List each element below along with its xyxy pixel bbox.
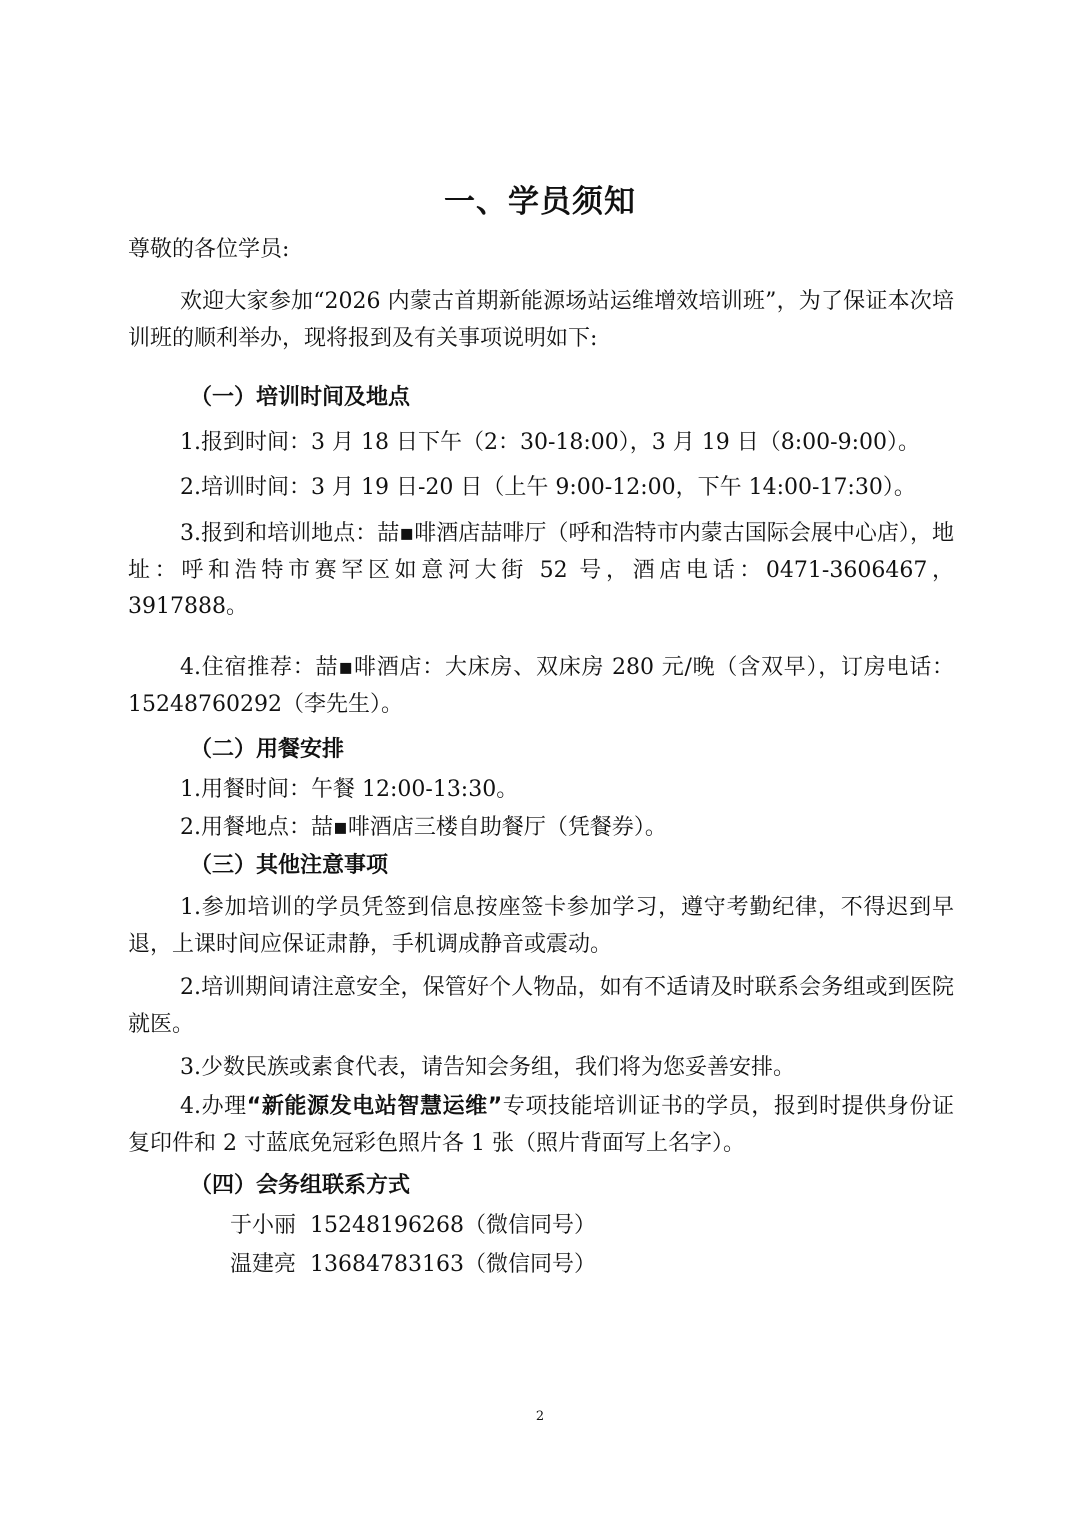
contact-line bbox=[230, 1208, 596, 1244]
intro-paragraph: 欢迎大家参加“2026 内蒙古首期新能源场站运维增效培训班”，为了保证本次培训班的顺利举办，现将报到及有关事项说明如下: bbox=[128, 289, 954, 351]
contact-phone: 15248196268（微信同号） bbox=[310, 1213, 596, 1238]
certificate-name-highlight: “新能源发电站智慧运维” bbox=[246, 1094, 503, 1119]
list-item: 1.用餐时间：午餐 12:00-13:30。 bbox=[180, 777, 519, 802]
list-item-certificate bbox=[128, 1089, 954, 1162]
contact-line bbox=[230, 1247, 596, 1283]
item-suffix: 专项技能培训证书的学员，报到时提供身份证复印件和 2 寸蓝底免冠彩色照片各 1 张（照片背面写上名字）。 bbox=[128, 1094, 954, 1156]
page-number: 2 bbox=[535, 1409, 545, 1424]
section-heading-training-time-place: （一）培训时间及地点 bbox=[190, 385, 411, 410]
section-heading-contacts: （四）会务组联系方式 bbox=[190, 1173, 411, 1198]
list-item: 2.用餐地点：喆▪啡酒店三楼自助餐厅（凭餐券）。 bbox=[180, 815, 667, 840]
contact-name: 温建亮 bbox=[230, 1252, 297, 1277]
list-item: 4.住宿推荐：喆▪啡酒店：大床房、双床房 280 元/晚（含双早），订房电话：15248760292（李先生）。 bbox=[128, 655, 954, 717]
contact-phone: 13684783163（微信同号） bbox=[310, 1252, 596, 1277]
list-item: 3.报到和培训地点：喆▪啡酒店喆啡厅（呼和浩特市内蒙古国际会展中心店），地址：呼和浩特市赛罕区如意河大街 52 号，酒店电话：0471-3606467，3917888。 bbox=[128, 521, 954, 619]
list-item: 2.培训时间：3 月 19 日-20 日（上午 9:00-12:00，下午 14:00-17:30）。 bbox=[180, 475, 916, 500]
list-item: 1.参加培训的学员凭签到信息按座签卡参加学习，遵守考勤纪律，不得迟到早退，上课时间应保证肃静，手机调成静音或震动。 bbox=[128, 895, 954, 957]
page-title: 一、学员须知 bbox=[444, 184, 636, 220]
contact-name: 于小丽 bbox=[230, 1213, 297, 1238]
list-item: 1.报到时间：3 月 18 日下午（2：30-18:00），3 月 19 日（8:00-9:00）。 bbox=[180, 430, 920, 455]
list-item: 3.少数民族或素食代表，请告知会务组，我们将为您妥善安排。 bbox=[180, 1055, 795, 1080]
section-heading-other-notes: （三）其他注意事项 bbox=[190, 853, 389, 878]
salutation: 尊敬的各位学员: bbox=[128, 237, 290, 262]
item-prefix: 4.办理 bbox=[180, 1094, 247, 1119]
section-heading-meals: （二）用餐安排 bbox=[190, 737, 345, 762]
list-item: 2.培训期间请注意安全，保管好个人物品，如有不适请及时联系会务组或到医院就医。 bbox=[128, 975, 954, 1037]
